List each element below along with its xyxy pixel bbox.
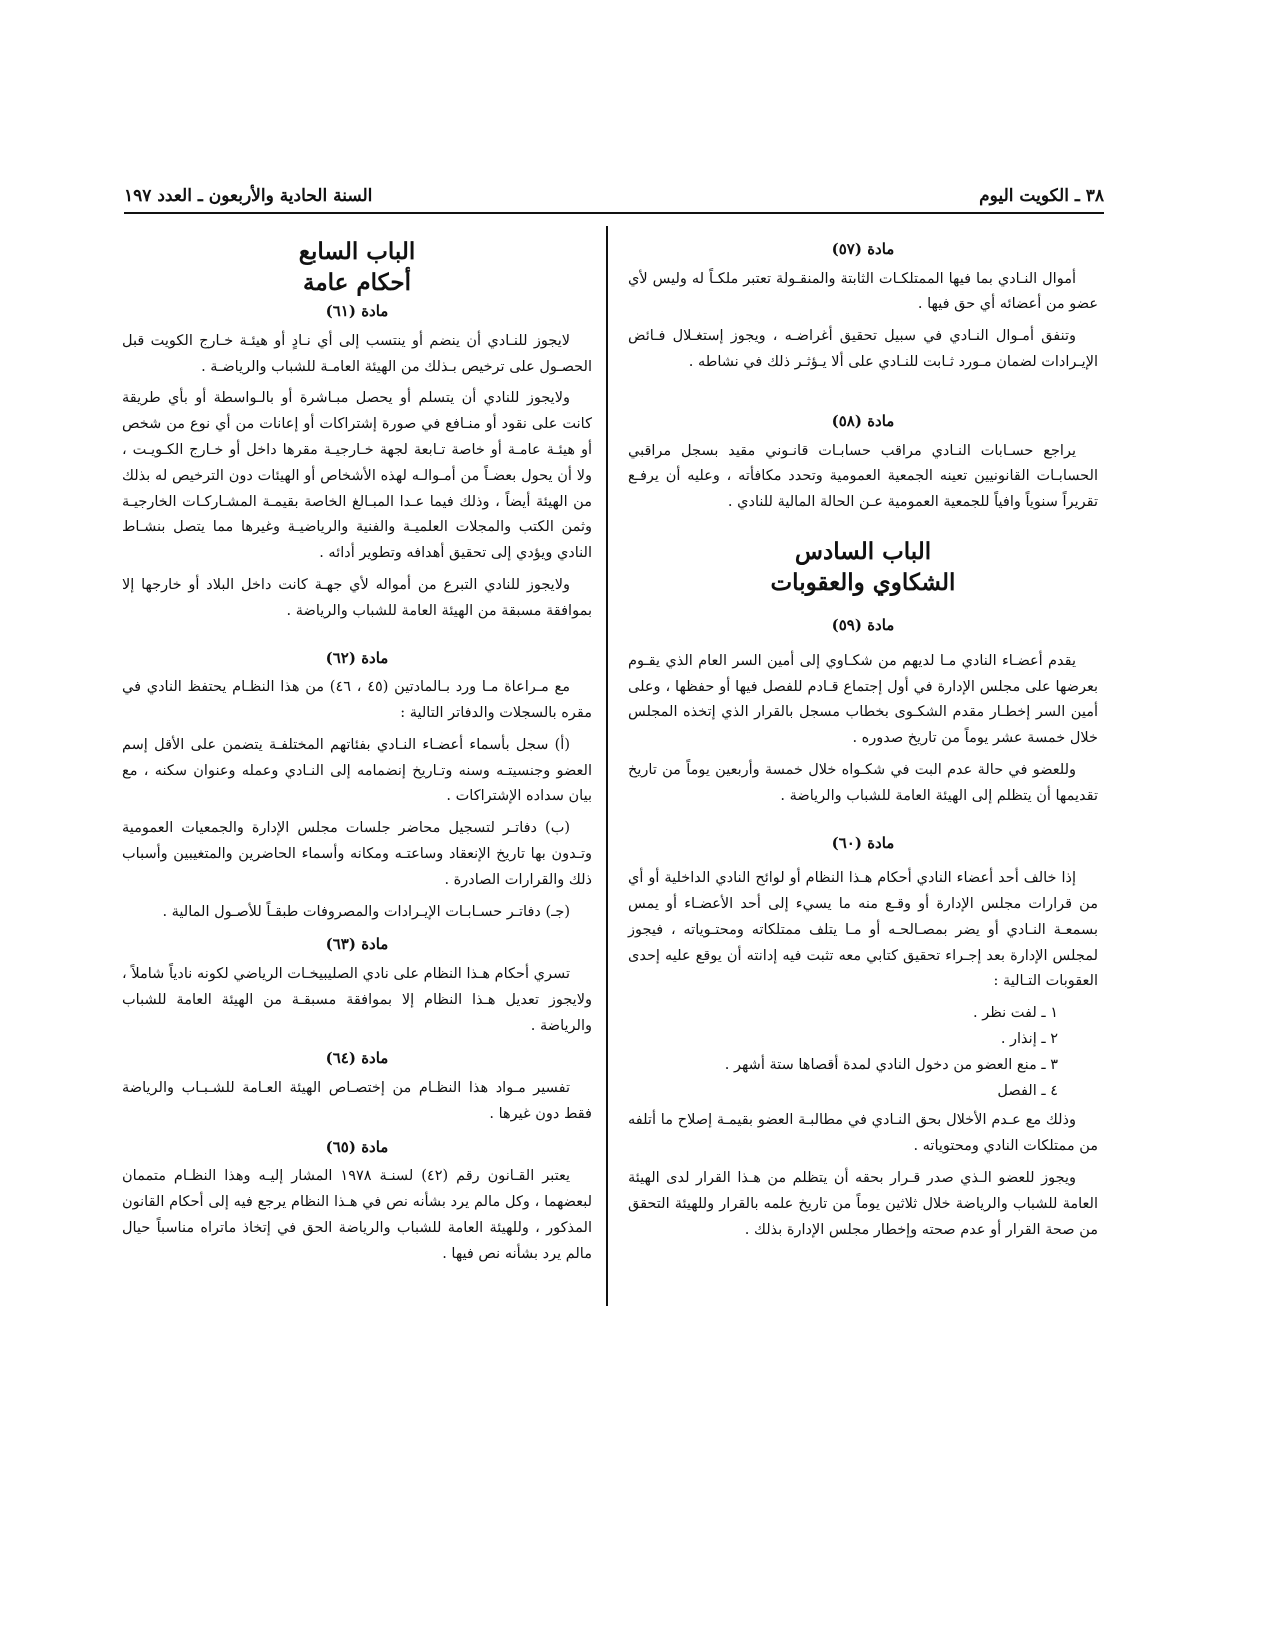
right-column [628, 236, 1098, 1249]
article-paragraph: إذا خالف أحد أعضاء النادي أحكام هـذا النظام أو لوائح النادي الداخلية أو أي من قرارات مجلس الإدارة أو وقـع منه ما يسيء إلى أحد الأعضـاء أو يمس بسمعـة النـادي أو يضر بمصـالحـه أو مـا يتلف ممتلكاته ومحتـوياته ، فيجوز لمجلس الإدارة بعد إجـراء تحقيق كتابي معه تثبت فيه إدانته أن يوقع عليه إحدى العقوبات التـالية : [628, 870, 1098, 990]
chapter-number: الباب السابع [298, 238, 416, 265]
header-issue-info: السنة الحادية والأربعون ـ العدد ١٩٧ [124, 186, 373, 206]
left-column [122, 236, 592, 1274]
chapter-7-heading [122, 236, 592, 298]
article-title: مادة (٦٥) [325, 1137, 389, 1156]
article-paragraph: أموال النـادي بما فيها الممتلكـات الثابتة والمنقـولة تعتبر ملكـاً له وليس لأي عضو من أعضائه أي حق فيها . [628, 270, 1098, 313]
article-title: مادة (٦٤) [325, 1049, 389, 1068]
article-paragraph: يعتبر القـانون رقم (٤٢) لسنـة ١٩٧٨ المشار إليـه وهذا النظـام متممان لبعضهما ، وكل مالم يرد بشأنه نص في هـذا النظام يرجع فيه إلى أحكام القانون المذكور ، وللهيئة العامة للشباب والرياضة الحق في إتخاذ ماتراه مناسباً حيال مالم يرد بشأنه نص فيها . [122, 1168, 592, 1262]
chapter-title: أحكام عامة [303, 269, 411, 297]
list-item: ٣ ـ منع العضو من دخول النادي لمدة أقصاها ستة أشهر . [724, 1056, 1058, 1073]
article-57 [628, 236, 1098, 376]
chapter-number: الباب السادس [794, 537, 932, 565]
article-59 [628, 612, 1098, 809]
article-64 [122, 1045, 592, 1127]
article-title: مادة (٥٩) [831, 616, 895, 635]
article-paragraph: يراجع حسـابات النـادي مراقب حسابـات قانـوني مقيد بسجل مراقبي الحسابـات القانونيين تعينه الجمعية العمومية وتحدد مكافأته ، وعليه أن يرفـع تقريراً سنوياً وافياً للجمعية العمومية عـن الحالة المالية للنادي . [628, 442, 1098, 511]
article-paragraph: وتنفق أمـوال النـادي في سبيل تحقيق أغراضـه ، ويجوز إستغـلال فـائض الإيـرادات لضمان مـورد ثـابت للنـادي على ألا يـؤثـر ذلك في نشاطه . [628, 328, 1098, 371]
header-page-title: ٣٨ ـ الكويت اليوم [979, 186, 1104, 206]
article-paragraph: ولايجوز للنادي أن يتسلم أو يحصل مبـاشرة أو بالـواسطة أو بأي طريقة كانت على نقود أو منـافع في صورة إشتراكات أو إعانات من أي نوع من شخص أو هيئـة عامـة أو خاصة تـابعة لجهة خـارجيـة مقرها داخل أو خـارج الكـويـت ، ولا أن يحول بعضـاً من أمـوالـه لهذه الأشخاص أو الهيئات دون الترخيص له بذلك من الهيئة أيضاً ، وذلك فيما عـدا المبـالغ الخاصة بقيمـة المشـاركـات الخارجيـة وثمن الكتب والمجلات العلميـة والفنية والرياضيـة وغيرها مما يتصل بنشـاط النادي ويؤدي إلى تحقيق أهدافه وتطوير أدائه . [122, 390, 592, 562]
article-paragraph: (جـ) دفاتـر حسـابـات الإيـرادات والمصروفات طبقـاً للأصـول المالية . [162, 903, 570, 920]
article-paragraph: ويجوز للعضو الـذي صدر قـرار بحقه أن يتظلم من هـذا القرار لدى الهيئة العامة للشباب والرياضة خلال ثلاثين يوماً من تاريخ علمه بالقرار وللهيئة التحقق من صحة القرار أو عدم صحته وإخطار مجلس الإدارة بذلك . [628, 1169, 1098, 1238]
list-item: ٤ ـ الفصل [997, 1082, 1058, 1099]
article-title: مادة (٦٠) [831, 833, 895, 852]
article-paragraph: وذلك مع عـدم الأخلال بحق النـادي في مطالبـة العضو بقيمـة إصلاح ما أتلفه من ممتلكات النادي ومحتوياته . [628, 1112, 1098, 1155]
article-58 [628, 408, 1098, 516]
article-61 [122, 298, 592, 624]
article-paragraph: وللعضو في حالة عدم البت في شكـواه خلال خمسة وأربعين يوماً من تاريخ تقديمها أن يتظلم إلى الهيئة العامة للشباب والرياضة . [628, 761, 1098, 804]
article-paragraph: يقدم أعضـاء النادي مـا لديهم من شكـاوي إلى أمين السر العام الذي يقـوم بعرضها على مجلس الإدارة في أول إجتماع قـادم للفصل فيها أو حفظها ، وعلى أمين السر إخطـار مقدم الشكـوى بخطاب مسجل بالقرار الذي إتخذه المجلس خلال خمسة عشر يوماً من تاريخ صدوره . [628, 652, 1098, 747]
article-title: مادة (٥٨) [831, 411, 895, 430]
article-62 [122, 645, 592, 926]
chapter-6-heading [628, 536, 1098, 598]
article-paragraph: تسري أحكام هـذا النظام على نادي الصليبيخـات الرياضي لكونه نادياً شاملاً ، ولايجوز تعديل هـذا النظام إلا بموافقة مسبقـة من الهيئة العامة للشباب والرياضة . [122, 966, 592, 1034]
article-paragraph: (ب) دفاتـر لتسجيل محاضر جلسات مجلس الإدارة والجمعيات العمومية وتـدون بها تاريخ الإنعقاد وساعتـه ومكانه وأسماء الحاضرين والمتغيبين وأسباب ذلك والقرارات الصادرة . [122, 820, 592, 888]
article-title: مادة (٦٣) [325, 935, 389, 954]
list-item: ١ ـ لفت نظر . [972, 1005, 1058, 1022]
chapter-title: الشكاوي والعقوبات [770, 569, 956, 596]
article-paragraph: تفسير مـواد هذا النظـام من إختصـاص الهيئة العـامة للشـبـاب والرياضة فقط دون غيرها . [122, 1080, 592, 1122]
article-paragraph: (أ) سجل بأسماء أعضـاء النـادي بفئاتهم المختلفـة يتضمن على الأقل إسم العضو وجنسيتـه وسنه وتـاريخ إنضمامه إلى النـادي وعمله وعنوان سكنه ، مع بيان سداده الإشتراكات . [122, 736, 592, 805]
article-60 [628, 830, 1098, 1244]
article-title: مادة (٥٧) [831, 240, 895, 258]
article-title: مادة (٦١) [325, 302, 389, 321]
header-rule [124, 212, 1104, 214]
page-header [124, 186, 1104, 206]
article-63 [122, 931, 592, 1039]
article-paragraph: مع مـراعاة مـا ورد بـالمادتين (٤٥ ، ٤٦) من هذا النظـام يحتفظ النادي في مقره بالسجلات والدفاتر التالية : [122, 679, 592, 722]
article-65 [122, 1134, 592, 1268]
column-divider [606, 226, 608, 1306]
penalties-list [628, 1001, 1098, 1104]
article-title: مادة (٦٢) [325, 648, 389, 667]
list-item: ٢ ـ إنذار . [1000, 1030, 1058, 1047]
article-paragraph: ولايجوز للنادي التبرع من أمواله لأي جهـة كانت داخل البلاد أو خارجها إلا بموافقة مسبقة من الهيئة العامة للشباب والرياضة . [122, 576, 592, 619]
article-paragraph: لايجوز للنـادي أن ينضم أو ينتسب إلى أي نـادٍ أو هيئـة خـارج الكويت قبل الحصـول على ترخيص بـذلك من الهيئة العامـة للشباب والرياضـة . [122, 332, 592, 375]
